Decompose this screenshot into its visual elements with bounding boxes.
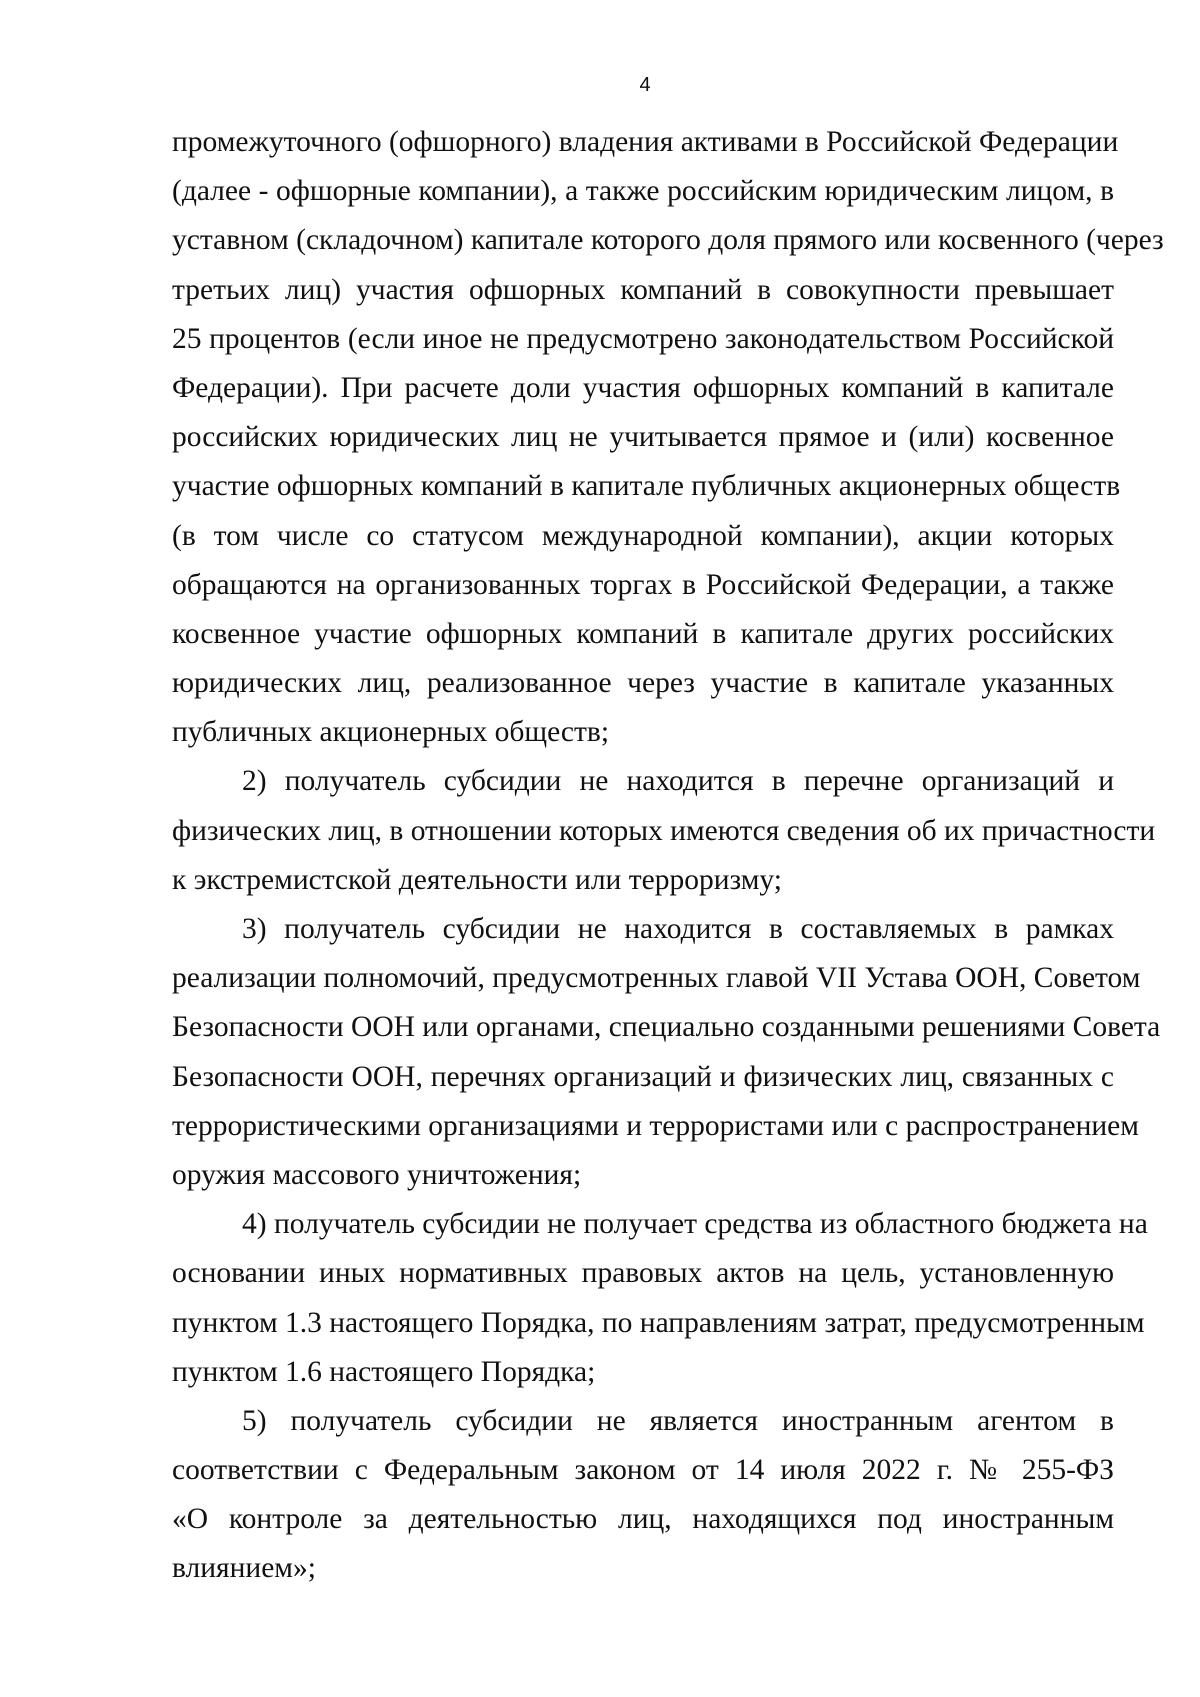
text-line: реализации полномочий, предусмотренных главой VII Устава ООН, Советом	[172, 962, 1141, 995]
text-line: публичных акционерных обществ;	[172, 716, 610, 749]
text-line: обращаются на организованных торгах в Российской Федерации, а также	[172, 568, 1114, 601]
text-line: пунктом 1.3 настоящего Порядка, по направлениям затрат, предусмотренным	[172, 1306, 1145, 1339]
paragraph-item-3	[172, 905, 1161, 1200]
text-line: оружия массового уничтожения;	[172, 1158, 582, 1191]
text-line: российских юридических лиц не учитывается прямое и (или) косвенное	[172, 421, 1114, 454]
text-line: 3) получатель субсидии не находится в составляемых в рамках	[242, 913, 1114, 945]
text-line: 25 процентов (если иное не предусмотрено законодательством Российской	[172, 322, 1114, 355]
text-line: соответствии с Федеральным законом от 14 июля 2022 г. № 255-ФЗ	[172, 1454, 1114, 1487]
text-line: 4) получатель субсидии не получает средства из областного бюджета на	[242, 1208, 1148, 1241]
document-body	[172, 118, 1164, 1594]
page-number: 4	[639, 74, 651, 96]
text-line: Безопасности ООН, перечнях организаций и физических лиц, связанных с	[172, 1060, 1114, 1093]
text-line: третьих лиц) участия офшорных компаний в совокупности превышает	[172, 273, 1114, 306]
text-line: 2) получатель субсидии не находится в перечне организаций и	[242, 765, 1114, 798]
text-line: (в том числе со статусом международной компании), акции которых	[172, 519, 1114, 552]
text-line: 5) получатель субсидии не является иностранным агентом в	[242, 1404, 1114, 1437]
paragraph-item-2	[172, 757, 1156, 905]
paragraph-offshore-continuation	[172, 118, 1164, 757]
text-line: террористическими организациями и террористами или с распространением	[172, 1109, 1139, 1142]
text-line: косвенное участие офшорных компаний в капитале других российских	[172, 617, 1114, 650]
text-line: уставном (складочном) капитале которого доля прямого или косвенного (через	[172, 224, 1164, 257]
text-line: пунктом 1.6 настоящего Порядка;	[172, 1355, 596, 1388]
paragraph-item-5	[172, 1397, 1114, 1594]
text-line: физических лиц, в отношении которых имеются сведения об их причастности	[172, 814, 1156, 847]
text-line: к экстремистской деятельности или терроризму;	[172, 863, 782, 896]
text-line: Федерации). При расчете доли участия офшорных компаний в капитале	[172, 371, 1114, 404]
text-line: промежуточного (офшорного) владения активами в Российской Федерации	[172, 126, 1119, 158]
text-line: Безопасности ООН или органами, специально созданными решениями Совета	[172, 1011, 1161, 1044]
paragraph-item-4	[172, 1200, 1148, 1397]
text-line: «О контроле за деятельностью лиц, находящихся под иностранным	[172, 1503, 1114, 1536]
text-line: юридических лиц, реализованное через участие в капитале указанных	[172, 667, 1114, 700]
text-line: основании иных нормативных правовых актов на цель, установленную	[172, 1257, 1114, 1290]
text-line: участие офшорных компаний в капитале публичных акционерных обществ	[172, 470, 1121, 503]
text-line: (далее - офшорные компании), а также российским юридическим лицом, в	[172, 175, 1114, 208]
text-line: влиянием»;	[172, 1552, 316, 1585]
